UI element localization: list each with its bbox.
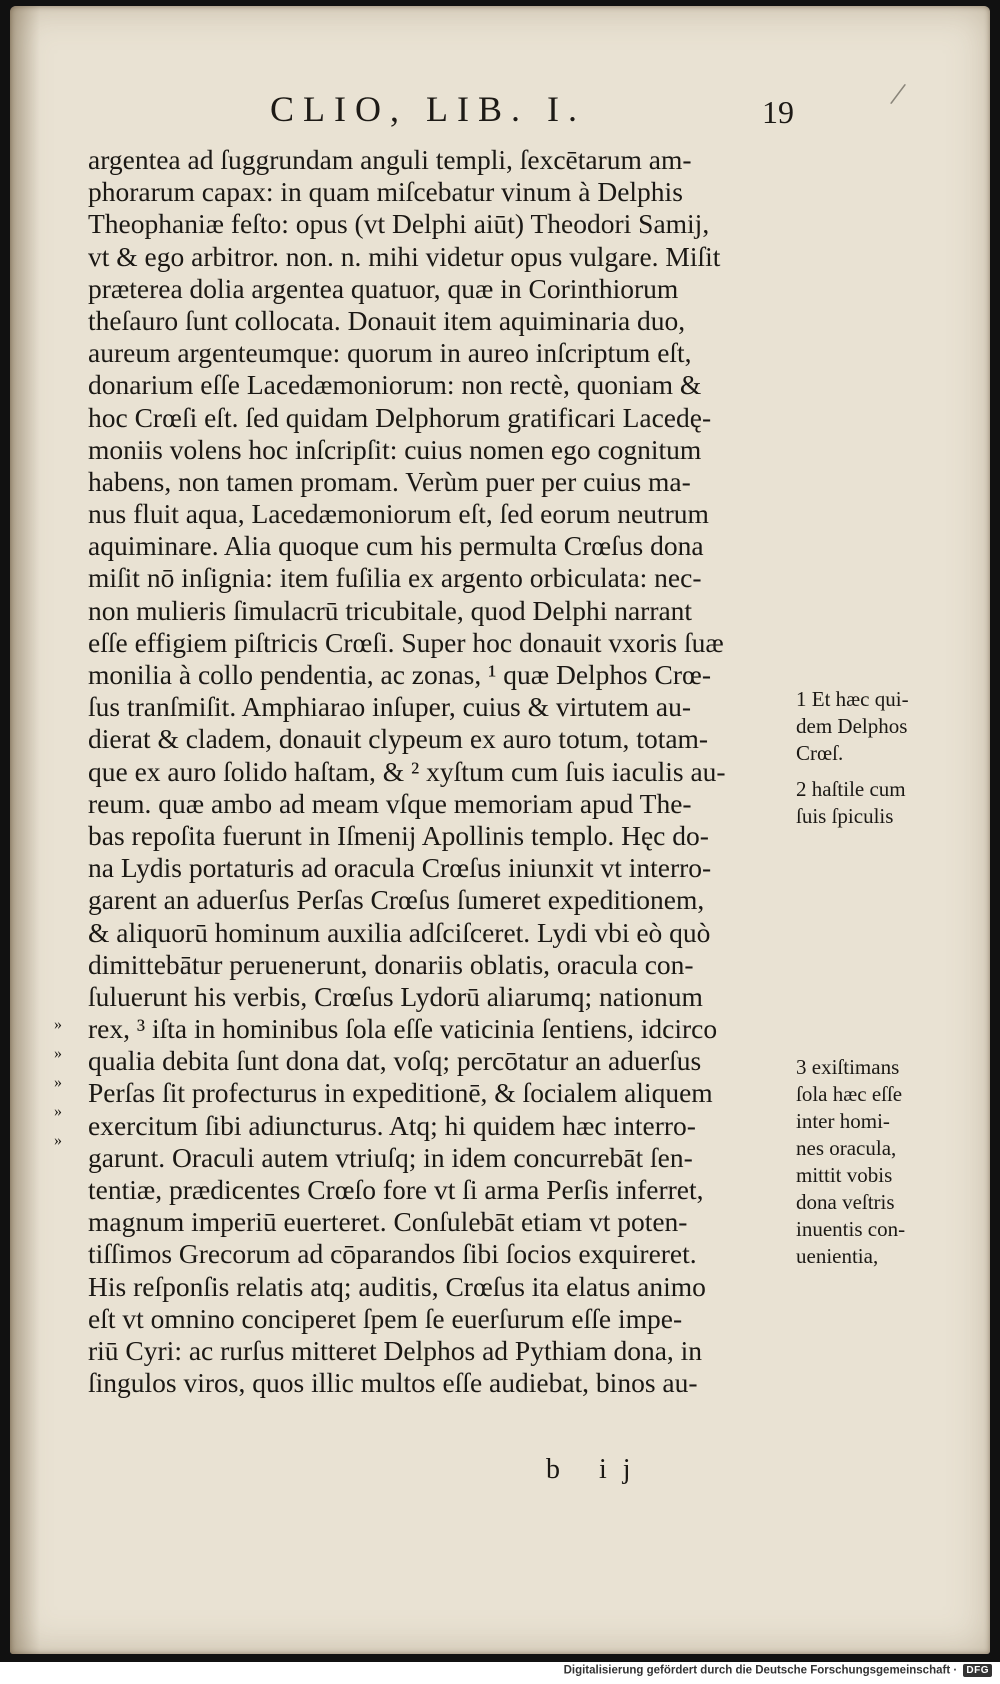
page-number: 19 <box>762 94 794 130</box>
text-line: miſit nō inſignia: item fuſilia ex argento orbiculata: nec- <box>88 562 702 594</box>
text-line: monilia à collo pendentia, ac zonas, ¹ quæ Delphos Crœ- <box>88 659 712 690</box>
text-line: ſingulos viros, quos illic multos eſſe audiebat, binos au- <box>88 1367 698 1399</box>
text-line: Theophaniæ feſto: opus (vt Delphi aiūt) Theodori Samij, <box>88 208 710 240</box>
text-line: non mulieris ſimulacrū tricubitale, quod Delphi narrant <box>88 594 693 626</box>
text-line: garunt. Oraculi autem vtriuſq; in idem concurrebāt ſen- <box>88 1141 693 1173</box>
marginal-note-line: Crœſ. <box>796 741 844 765</box>
text-line: phorarum capax: in quam miſcebatur vinum à Delphis <box>88 176 683 208</box>
marginal-note-line: nes oracula, <box>796 1136 897 1160</box>
main-text-block <box>88 144 788 1399</box>
signature-mark: b ij <box>546 1454 647 1485</box>
text-line: aureum argenteumque: quorum in aureo inſcriptum eſt, <box>88 337 692 369</box>
text-line: His reſponſis relatis atq; auditis, Crœſus ita elatus animo <box>88 1270 706 1302</box>
quote-marker: » <box>54 1132 62 1149</box>
text-line: garent an aduerſus Perſas Crœſus ſumeret expeditionem, <box>88 884 705 916</box>
text-line: riū Cyri: ac rurſus mitteret Delphos ad Pythiam dona, in <box>88 1334 703 1366</box>
text-line: tentiæ, prædicentes Crœſo fore vt ſi arma Perſis inferret, <box>88 1174 704 1205</box>
footer-bar <box>0 1662 1000 1684</box>
marginal-note-line: 3 exiſtimans <box>796 1055 900 1079</box>
text-line: argentea ad ſuggrundam anguli templi, ſexcētarum am- <box>88 144 692 175</box>
text-line: moniis volens hoc inſcripſit: cuius nomen ego cognitum <box>88 433 702 465</box>
marginal-note-1 <box>796 686 909 767</box>
text-line: donarium eſſe Lacedæmoniorum: non rectè, quoniam & <box>88 369 702 401</box>
marginal-note-line: inter homi- <box>796 1109 890 1133</box>
marginal-note-line: dona veſtris <box>796 1190 895 1214</box>
pencil-mark: / <box>887 75 909 114</box>
footer-credit <box>564 1664 992 1677</box>
text-line: reum. quæ ambo ad meam vſque memoriam apud The- <box>88 787 692 819</box>
marginal-note-line: 2 haſtile cum <box>796 777 906 801</box>
quote-marker: » <box>54 1016 62 1033</box>
line-markers <box>54 1010 62 1155</box>
dfg-logo-icon: DFG <box>963 1664 992 1677</box>
marginal-note-line: 1 Et hæc qui- <box>796 687 909 711</box>
marginal-note-line: mittit vobis <box>796 1163 893 1187</box>
running-head: CLIO, LIB. I. <box>270 89 586 129</box>
marginal-note-line: ſuis ſpiculis <box>796 804 894 828</box>
text-line: dimittebātur peruenerunt, donariis oblatis, oracula con- <box>88 948 694 980</box>
text-line: nus fluit aqua, Lacedæmoniorum eſt, ſed eorum neutrum <box>88 498 709 530</box>
marginal-note-line: ſola hæc eſſe <box>796 1082 903 1106</box>
footer-credit-text: Digitalisierung gefördert durch die Deutsche Forschungsgemeinschaft · <box>563 1664 958 1677</box>
quote-marker: » <box>54 1045 62 1062</box>
quote-marker: » <box>54 1074 62 1091</box>
text-line: theſauro ſunt collocata. Donauit item aquiminaria duo, <box>88 304 686 336</box>
text-line: rex, ³ iſta in hominibus ſola eſſe vaticinia ſentiens, idcirco <box>88 1013 718 1045</box>
text-line: tiſſimos Grecorum ad cōparandos ſibi ſocios exquireret. <box>88 1238 697 1270</box>
marginal-note-line: dem Delphos <box>796 714 908 738</box>
text-line: ſus tranſmiſit. Amphiarao inſuper, cuius & virtutem au- <box>88 691 692 723</box>
text-line: eſt vt omnino conciperet ſpem ſe euerſurum eſſe impe- <box>88 1302 683 1334</box>
text-line: magnum imperiū euerteret. Conſulebāt etiam vt poten- <box>88 1206 688 1238</box>
marginal-note-3 <box>796 1054 905 1270</box>
text-line: præterea dolia argentea quatuor, quæ in Corinthiorum <box>88 272 679 304</box>
book-page <box>10 6 990 1654</box>
text-line: ſuluerunt his verbis, Crœſus Lydorū aliarumq; nationum <box>88 980 703 1012</box>
text-line: na Lydis portaturis ad oracula Crœſus iniunxit vt interro- <box>88 852 712 884</box>
text-line: dierat & cladem, donauit clypeum ex auro totum, totam- <box>88 723 709 755</box>
marginal-note-line: inuentis con- <box>796 1217 906 1241</box>
text-line: hoc Crœſi eſt. ſed quidam Delphorum gratificari Lacedę- <box>88 401 712 433</box>
text-line: exercitum ſibi adiuncturus. Atq; hi quidem hæc interro- <box>88 1109 696 1141</box>
text-line: aquiminare. Alia quoque cum his permulta Crœſus dona <box>88 530 704 562</box>
text-line: & aliquorū hominum auxilia adſciſceret. Lydi vbi eò quò <box>88 916 711 948</box>
text-line: que ex auro ſolido haſtam, & ² xyſtum cum ſuis iaculis au- <box>88 755 726 787</box>
text-line: qualia debita ſunt dona dat, voſq; percōtatur an aduerſus <box>88 1045 702 1077</box>
marginal-note-line: uenientia, <box>796 1244 879 1268</box>
text-line: vt & ego arbitror. non. n. mihi videtur opus vulgare. Miſit <box>88 240 721 272</box>
text-line: habens, non tamen promam. Verùm puer per cuius ma- <box>88 465 691 497</box>
text-line: eſſe effigiem piſtricis Crœſi. Super hoc donauit vxoris ſuæ <box>88 626 724 658</box>
quote-marker: » <box>54 1103 62 1120</box>
marginal-note-2 <box>796 776 906 830</box>
text-line: Perſas ſit profecturus in expeditionē, & ſocialem aliquem <box>88 1077 713 1109</box>
text-line: bas repoſita fuerunt in Iſmenij Apollinis templo. Hęc do- <box>88 819 709 851</box>
